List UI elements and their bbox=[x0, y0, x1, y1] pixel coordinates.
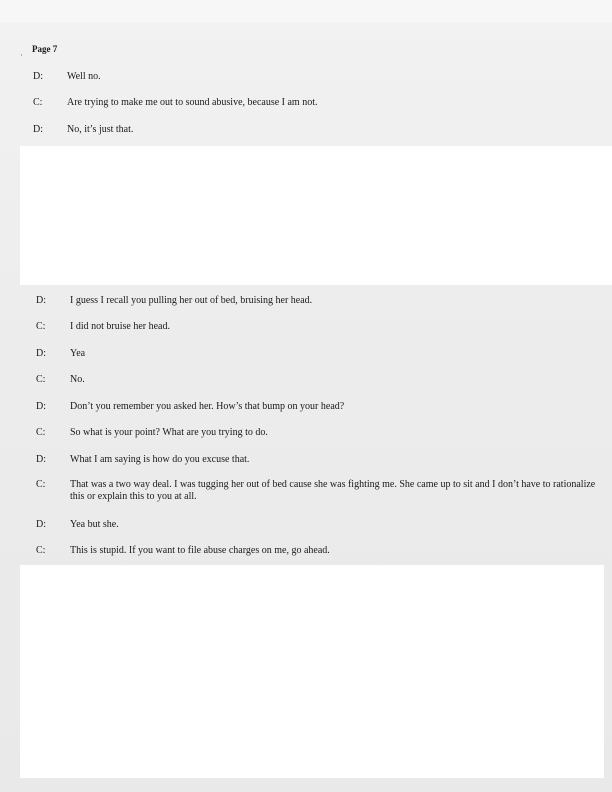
page-number-label: Page 7 bbox=[32, 44, 58, 54]
dialogue-text: No. bbox=[70, 374, 85, 385]
dialogue-text: No, it’s just that. bbox=[67, 124, 134, 135]
speaker-label: C: bbox=[36, 545, 46, 556]
speaker-label: D: bbox=[36, 454, 46, 465]
redaction-block bbox=[20, 146, 612, 285]
dialogue-text: That was a two way deal. I was tugging her out of bed cause she was fighting me. She came up to sit and I don’t have to rationalize this or explain this to you at all. bbox=[70, 479, 596, 502]
scan-top-band bbox=[0, 0, 612, 22]
speaker-label: D: bbox=[36, 295, 46, 306]
dialogue-text: I guess I recall you pulling her out of bed, bruising her head. bbox=[70, 295, 313, 306]
dialogue-text: This is stupid. If you want to file abuse charges on me, go ahead. bbox=[70, 545, 330, 556]
speaker-label: C: bbox=[36, 321, 46, 332]
dialogue-text: What I am saying is how do you excuse that. bbox=[70, 454, 250, 465]
dialogue-text: I did not bruise her head. bbox=[70, 321, 170, 332]
dialogue-text: Well no. bbox=[67, 71, 101, 82]
speaker-label: C: bbox=[36, 479, 46, 490]
speaker-label: C: bbox=[33, 97, 43, 108]
speaker-label: D: bbox=[36, 348, 46, 359]
scan-mark: · bbox=[20, 50, 23, 60]
speaker-label: C: bbox=[36, 427, 46, 438]
dialogue-text: So what is your point? What are you trying to do. bbox=[70, 427, 268, 438]
dialogue-text: Don’t you remember you asked her. How’s that bump on your head? bbox=[70, 401, 345, 412]
speaker-label: C: bbox=[36, 374, 46, 385]
speaker-label: D: bbox=[36, 519, 46, 530]
speaker-label: D: bbox=[33, 71, 43, 82]
dialogue-text: Yea bbox=[70, 348, 86, 359]
dialogue-text: Are trying to make me out to sound abusive, because I am not. bbox=[67, 97, 318, 108]
redaction-block bbox=[20, 565, 604, 778]
speaker-label: D: bbox=[36, 401, 46, 412]
speaker-label: D: bbox=[33, 124, 43, 135]
dialogue-text: Yea but she. bbox=[70, 519, 119, 530]
